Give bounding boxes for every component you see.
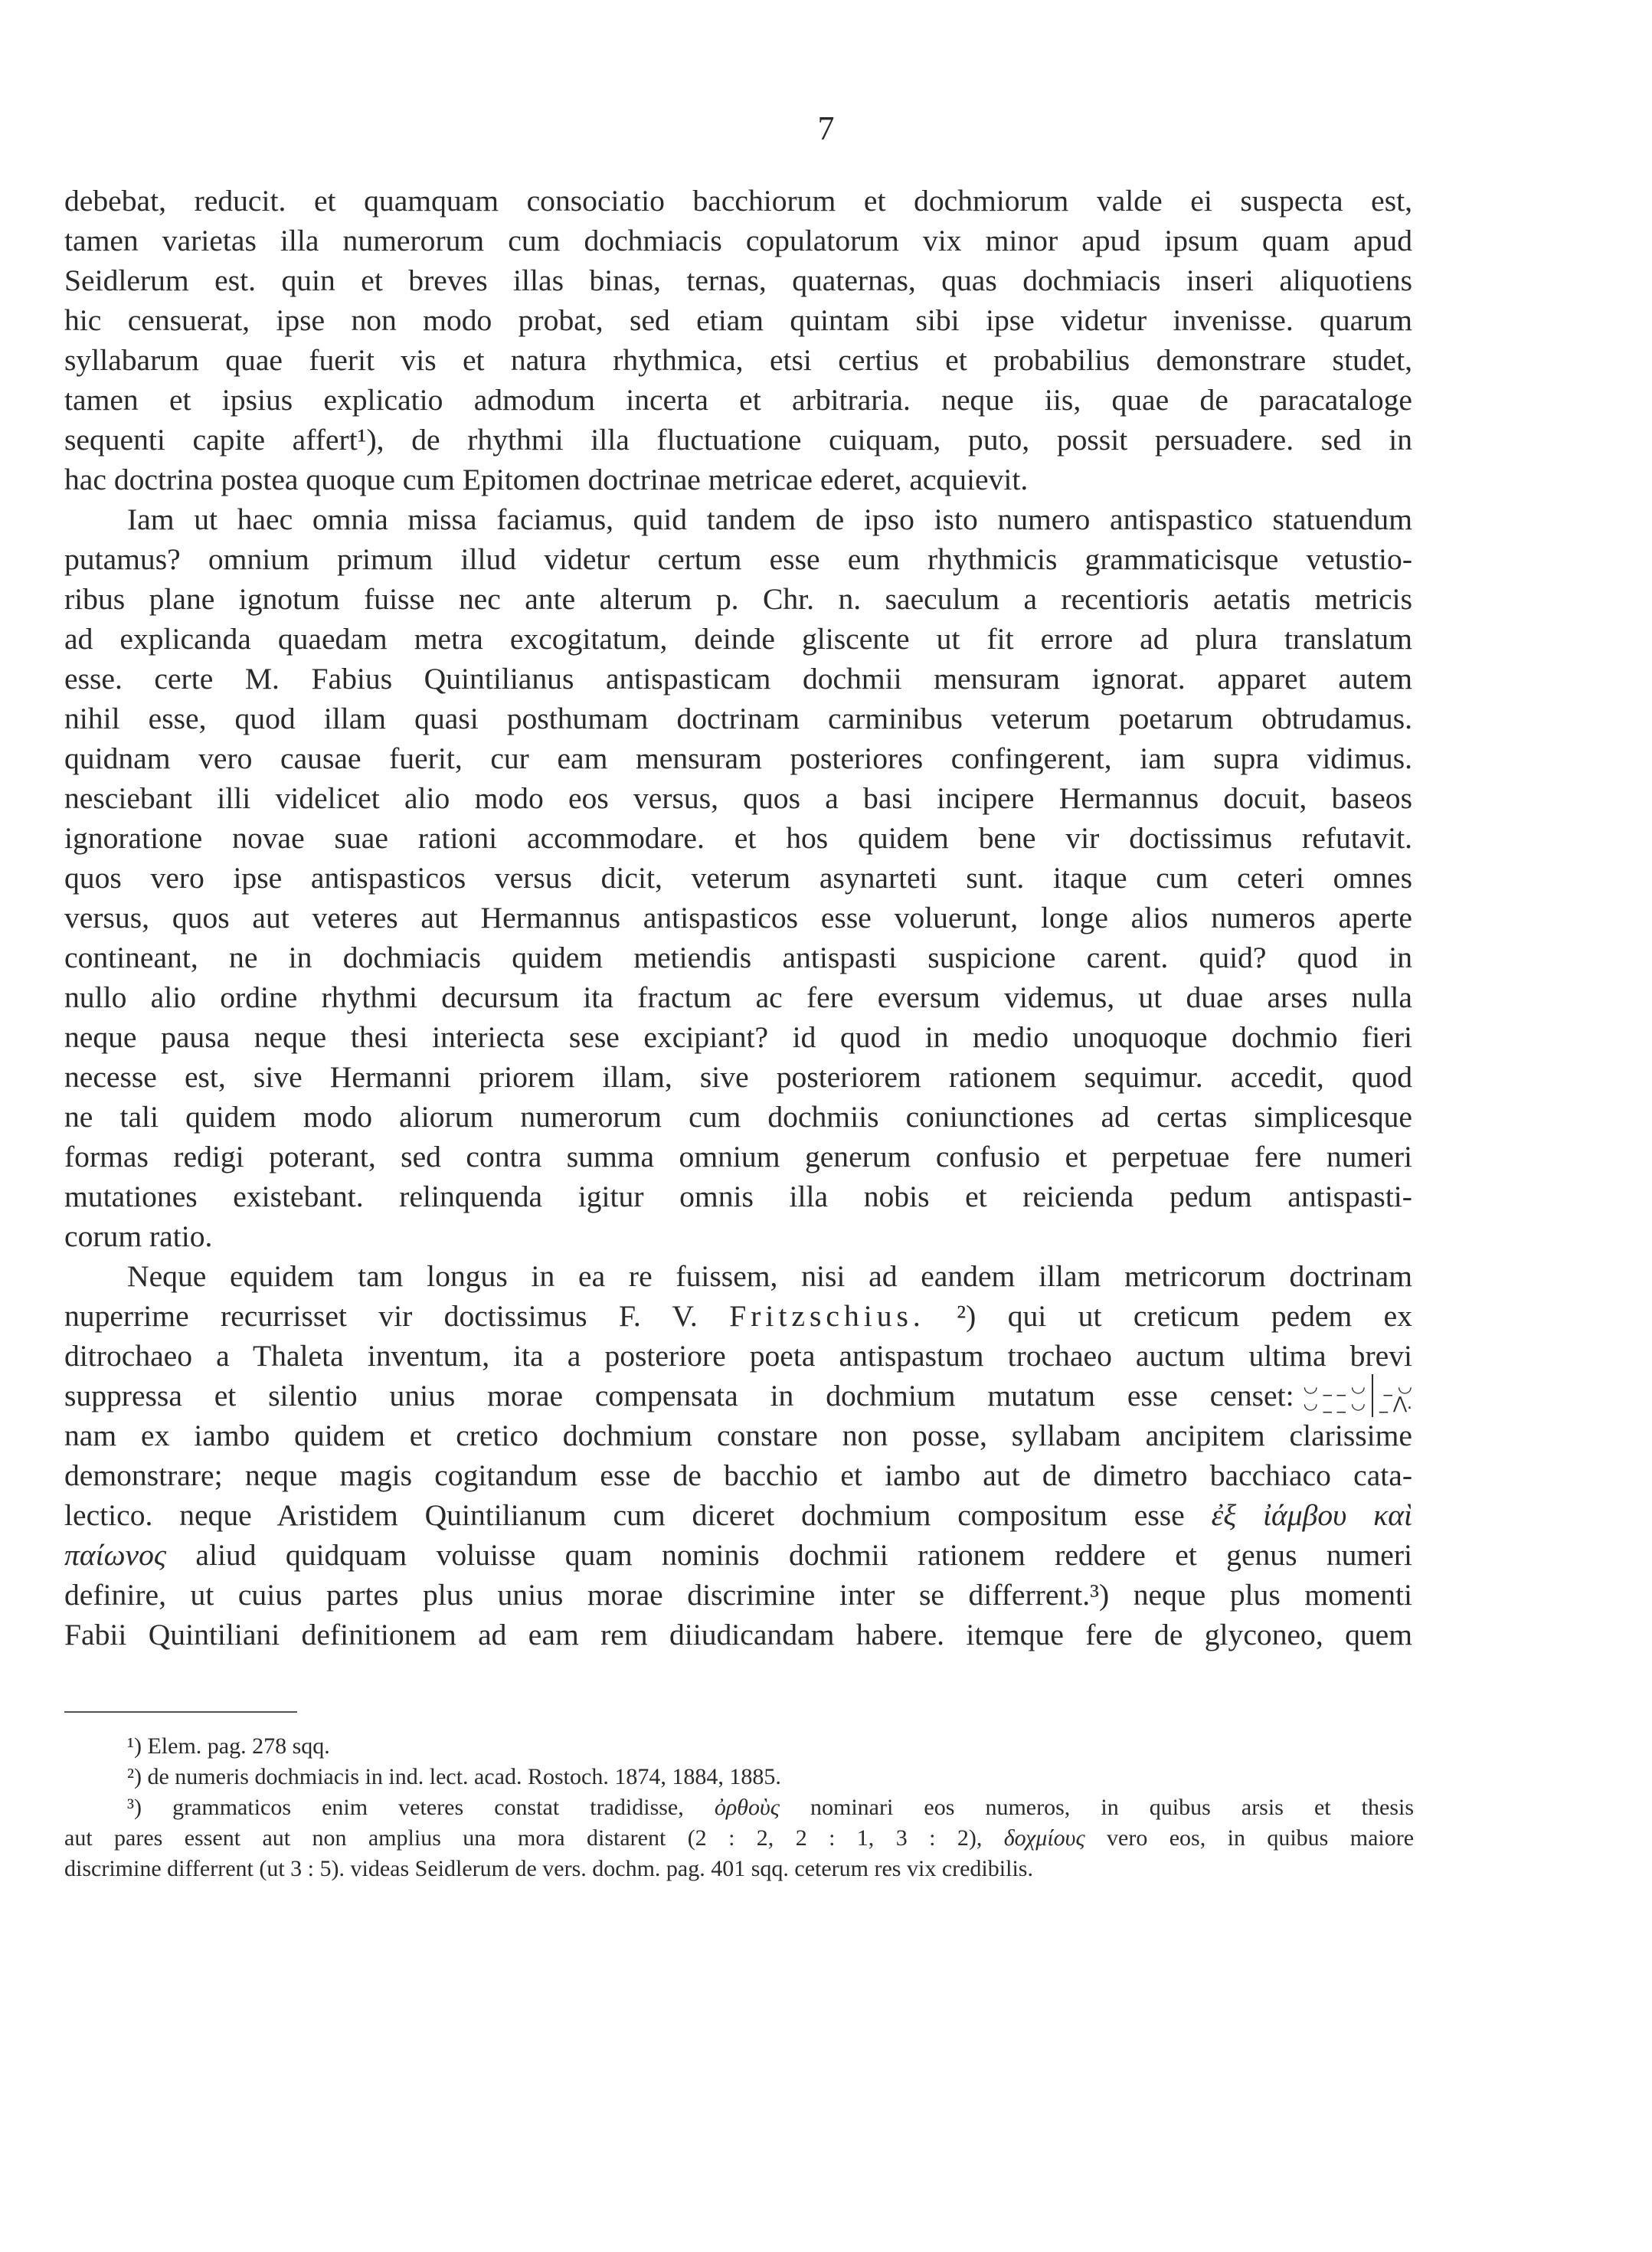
text-line: quos vero ipse antispasticos versus dicit, veterum asynarteti sunt. itaque cum ceteri omnes — [64, 861, 1412, 895]
greek-word: δοχμίους — [1003, 1825, 1085, 1851]
paragraph-start-line: Iam ut haec omnia missa faciamus, quid tandem de ipso isto numero antispastico statuendum — [127, 502, 1412, 536]
text-line: demonstrare; neque magis cogitandum esse de bacchio et iambo aut de dimetro bacchiaco cata- — [64, 1458, 1412, 1492]
text-line — [64, 1535, 1412, 1575]
footnote-segment: vero eos, in quibus maiore — [1107, 1825, 1415, 1851]
text-segment: aliud quidquam voluisse quam nominis dochmii rationem reddere et genus numeri — [195, 1538, 1412, 1572]
page-number: 7 — [817, 110, 835, 147]
text-line: hic censuerat, ipse non modo probat, sed etiam quintam sibi ipse videtur invenisse. quarum — [64, 303, 1412, 337]
footnotes — [64, 1731, 1414, 1884]
footnote-segment: ³) grammaticos enim veteres constat tradidisse, — [127, 1795, 684, 1820]
metrical-scheme — [1304, 1374, 1412, 1417]
text-line: debebat, reducit. et quamquam consociatio bacchiorum et dochmiorum valde ei suspecta est, — [64, 184, 1412, 218]
text-line-with-scansion — [64, 1376, 1412, 1416]
text-line: esse. certe M. Fabius Quintilianus antispasticam dochmii mensuram ignorat. apparet autem — [64, 662, 1412, 696]
footnote: ¹) Elem. pag. 278 sqq. — [127, 1733, 330, 1759]
footnote-segment: nominari eos numeros, in quibus arsis et thesis — [810, 1795, 1415, 1820]
text-line: quidnam vero causae fuerit, cur eam mensuram posteriores confingerent, iam supra vidimus. — [64, 741, 1412, 775]
text-line: hac doctrina postea quoque cum Epitomen doctrinae metricae ederet, acquievit. — [64, 463, 1029, 496]
scansion-bottom-right: _ ⋀. — [1379, 1394, 1412, 1413]
text-line: ignoratione novae suae rationi accommodare. et hos quidem bene vir doctissimus refutavit. — [64, 821, 1412, 855]
text-line — [64, 1296, 1412, 1336]
text-line: tamen et ipsius explicatio admodum incerta et arbitraria. neque iis, quae de paracataloge — [64, 383, 1412, 417]
footnote: ²) de numeris dochmiacis in ind. lect. acad. Rostoch. 1874, 1884, 1885. — [127, 1764, 781, 1789]
greek-phrase: παίωνος — [64, 1538, 166, 1572]
text-line: ribus plane ignotum fuisse nec ante alterum p. Chr. n. saeculum a recentioris aetatis metricis — [64, 582, 1412, 616]
footnote-continuation: discrimine differrent (ut 3 : 5). videas Seidlerum de vers. dochm. pag. 401 sqq. ceterum res vix credibilis. — [64, 1856, 1033, 1881]
text-line: nam ex iambo quidem et cretico dochmium constare non posse, syllabam ancipitem clarissime — [64, 1419, 1412, 1452]
text-line: nihil esse, quod illam quasi posthumam doctrinam carminibus veterum poetarum obtrudamus. — [64, 702, 1412, 735]
footnote — [64, 1792, 1414, 1823]
text-segment: nuperrime recurrisset vir doctissimus F. V. — [64, 1299, 698, 1333]
scansion-left — [1304, 1379, 1366, 1412]
scansion-bottom-left: ◡ _ _ ◡ — [1303, 1394, 1366, 1413]
author-name: Fritzschius. — [729, 1299, 925, 1333]
text-line: syllabarum quae fuerit vis et natura rhythmica, etsi certius et probabilius demonstrare studet, — [64, 343, 1412, 377]
text-line: Seidlerum est. quin et breves illas binas, ternas, quaternas, quas dochmiacis inseri aliquotiens — [64, 263, 1412, 297]
text-line: neque pausa neque thesi interiecta sese excipiant? id quod in medio unoquoque dochmio fieri — [64, 1020, 1412, 1054]
footnote-continuation — [64, 1823, 1414, 1854]
footnote-rule — [64, 1711, 297, 1713]
text-line: definire, ut cuius partes plus unius morae discrimine inter se differrent.³) neque plus momenti — [64, 1578, 1412, 1612]
text-line: mutationes existebant. relinquenda igitur omnis illa nobis et reicienda pedum antispasti- — [64, 1180, 1412, 1213]
scansion-divider — [1372, 1374, 1373, 1417]
text-line: formas redigi poterant, sed contra summa omnium generum confusio et perpetuae fere numeri — [64, 1140, 1412, 1173]
greek-word: ὀρθοὺς — [714, 1795, 780, 1820]
text-line: versus, quos aut veteres aut Hermannus antispasticos esse voluerunt, longe alios numeros aperte — [64, 901, 1412, 935]
text-segment: ²) qui ut creticum pedem ex — [957, 1299, 1412, 1333]
greek-phrase: ἐξ ἰάμβου καὶ — [1211, 1498, 1412, 1532]
footnote-segment: aut pares essent aut non amplius una mora distarent (2 : 2, 2 : 1, 3 : 2), — [64, 1825, 983, 1851]
text-line: nullo alio ordine rhythmi decursum ita fractum ac fere eversum videmus, ut duae arses nulla — [64, 980, 1412, 1014]
scansion-top-left: ◡ _ _ ◡ — [1303, 1377, 1366, 1396]
text-line: contineant, ne in dochmiacis quidem metiendis antispasti suspicione carent. quid? quod in — [64, 941, 1412, 974]
text-line: ditrochaeo a Thaleta inventum, ita a posteriore poeta antispastum trochaeo auctum ultima brevi — [64, 1339, 1412, 1373]
text-line — [64, 1495, 1412, 1535]
scansion-right — [1379, 1379, 1412, 1412]
text-line: sequenti capite affert¹), de rhythmi illa fluctuatione cuiquam, puto, possit persuadere. sed in — [64, 423, 1412, 457]
scansion-top-right: _ ◡ — [1383, 1377, 1412, 1396]
text-line: necesse est, sive Hermanni priorem illam, sive posteriorem rationem sequimur. accedit, quod — [64, 1060, 1412, 1094]
text-line: tamen varietas illa numerorum cum dochmiacis copulatorum vix minor apud ipsum quam apud — [64, 224, 1412, 257]
paragraph-start-line: Neque equidem tam longus in ea re fuissem, nisi ad eandem illam metricorum doctrinam — [127, 1259, 1412, 1293]
text-segment: lectico. neque Aristidem Quintilianum cum diceret dochmium compositum esse — [64, 1498, 1185, 1532]
body-text — [64, 181, 1412, 1655]
text-line: corum ratio. — [64, 1219, 213, 1253]
text-line: ne tali quidem modo aliorum numerorum cum dochmiis coniunctiones ad certas simplicesque — [64, 1100, 1412, 1134]
text-line: nesciebant illi videlicet alio modo eos versus, quos a basi incipere Hermannus docuit, baseos — [64, 781, 1412, 815]
text-line: putamus? omnium primum illud videtur certum esse eum rhythmicis grammaticisque vetustio- — [64, 542, 1412, 576]
text-segment: suppressa et silentio unius morae compensata in dochmium mutatum esse censet: — [64, 1379, 1294, 1412]
text-line: Fabii Quintiliani definitionem ad eam rem diiudicandam habere. itemque fere de glyconeo, quem — [64, 1618, 1412, 1651]
text-line: ad explicanda quaedam metra excogitatum, deinde gliscente ut fit errore ad plura translatum — [64, 622, 1412, 656]
